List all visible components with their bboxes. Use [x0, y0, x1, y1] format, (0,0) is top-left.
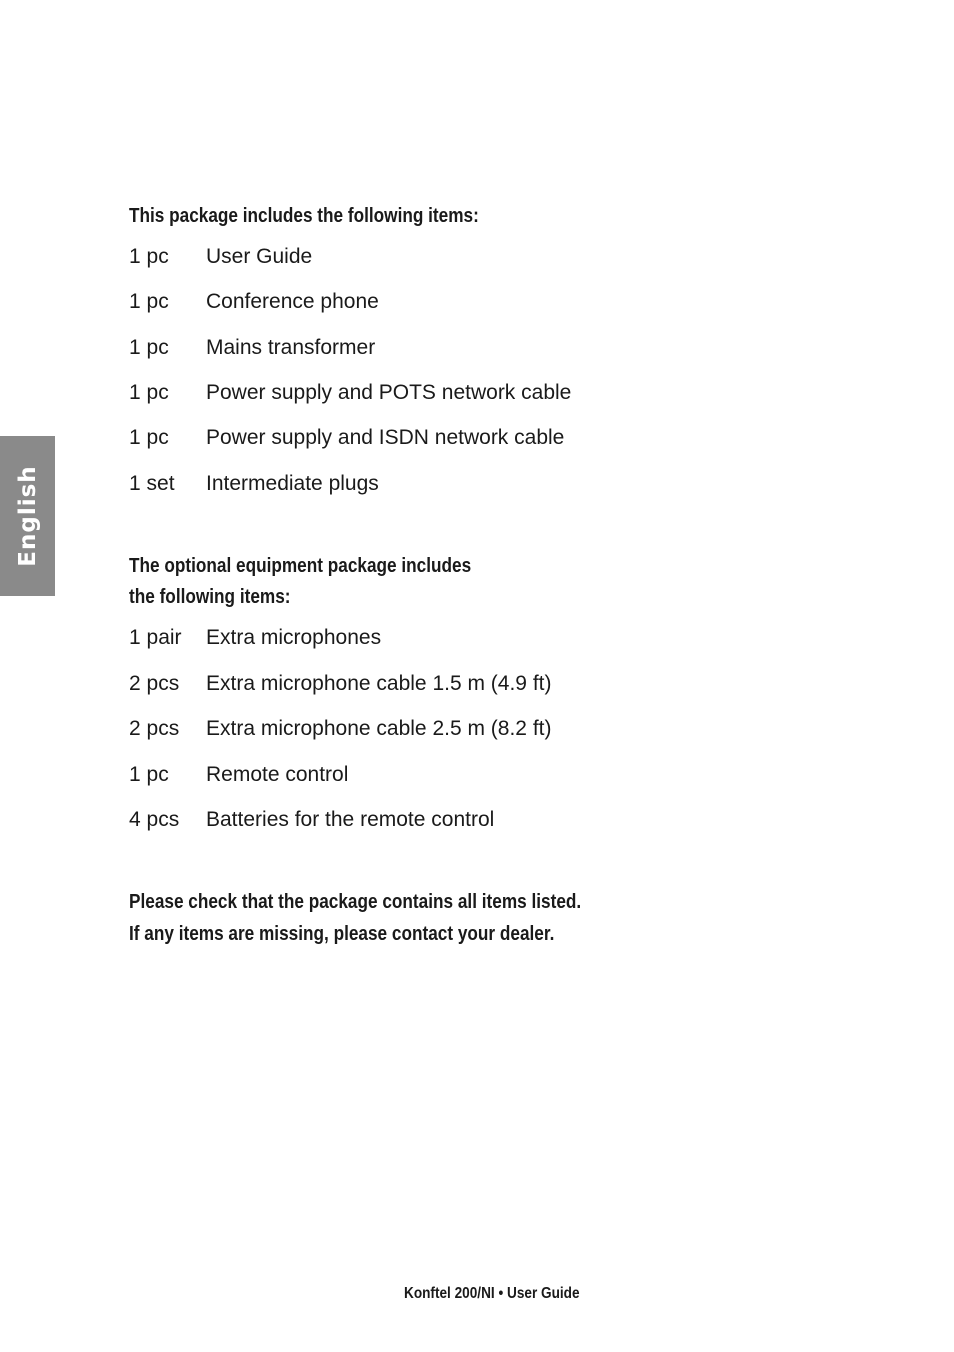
item-name: Extra microphones: [206, 626, 382, 649]
item-name: Extra microphone cable 1.5 m (4.9 ft): [206, 672, 552, 695]
language-tab-label: English: [14, 465, 41, 567]
check-notice: Please check that the package contains all items listed.: [129, 891, 582, 913]
item-quantity: 4 pcs: [129, 808, 180, 831]
optional-items-heading-cont: the following items:: [129, 586, 291, 608]
item-quantity: 1 pair: [129, 626, 182, 649]
item-name: Intermediate plugs: [206, 472, 379, 495]
included-items-heading: This package includes the following items:: [129, 205, 479, 227]
missing-items-notice: If any items are missing, please contact your dealer.: [129, 923, 555, 945]
item-name: Mains transformer: [206, 336, 376, 359]
item-quantity: 1 pc: [129, 290, 169, 313]
language-tab: [0, 436, 55, 596]
item-name: Extra microphone cable 2.5 m (8.2 ft): [206, 717, 552, 740]
item-name: User Guide: [206, 245, 313, 268]
page-footer: Konftel 200/NI • User Guide: [404, 1285, 580, 1302]
item-quantity: 2 pcs: [129, 672, 180, 695]
item-quantity: 1 set: [129, 472, 175, 495]
item-name: Batteries for the remote control: [206, 808, 495, 831]
optional-items-heading: The optional equipment package includes: [129, 555, 472, 577]
item-name: Conference phone: [206, 290, 379, 313]
item-name: Power supply and ISDN network cable: [206, 426, 565, 449]
item-quantity: 1 pc: [129, 763, 169, 786]
item-quantity: 1 pc: [129, 336, 169, 359]
item-quantity: 2 pcs: [129, 717, 180, 740]
item-name: Power supply and POTS network cable: [206, 381, 572, 404]
item-quantity: 1 pc: [129, 245, 169, 268]
item-name: Remote control: [206, 763, 349, 786]
item-quantity: 1 pc: [129, 426, 169, 449]
item-quantity: 1 pc: [129, 381, 169, 404]
